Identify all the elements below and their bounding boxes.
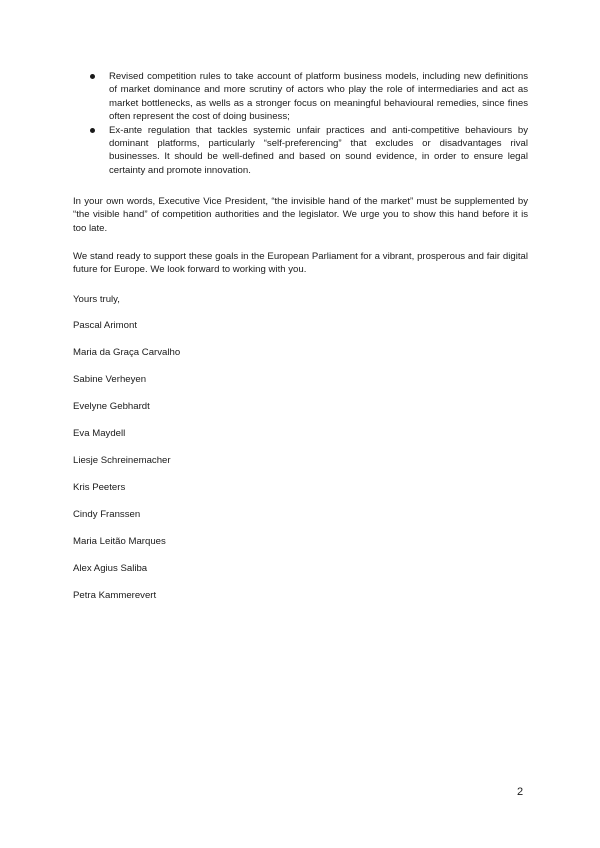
signatory-name: Liesje Schreinemacher	[73, 455, 171, 466]
closing-salutation: Yours truly,	[73, 294, 120, 305]
bullet-item	[73, 124, 528, 178]
signatory-name: Evelyne Gebhardt	[73, 401, 150, 412]
bullet-item	[73, 70, 528, 124]
page-number: 2	[517, 786, 524, 798]
signatory-name: Petra Kammerevert	[73, 590, 157, 601]
bullet-dot-icon	[90, 74, 95, 79]
signatory-name: Cindy Franssen	[73, 509, 141, 520]
signatory-name: Maria da Graça Carvalho	[73, 347, 181, 358]
paragraph-invisible-hand: In your own words, Executive Vice President, “the invisible hand of the market” must be supplemented by “the visible hand” of competition authorities and the legislator. We urge you to show this hand before it is too late.	[73, 196, 528, 234]
signatory-name: Kris Peeters	[73, 482, 126, 493]
bullet-text: Revised competition rules to take account of platform business models, including new definitions of market dominance and more scrutiny of actors who play the role of intermediaries and act as market bottlenecks, as wells as a stronger focus on meaningful behavioural remedies, since fines often represent the cost of doing business;	[109, 71, 528, 123]
signatory-name: Eva Maydell	[73, 428, 126, 439]
signatory-name: Alex Agius Saliba	[73, 563, 148, 574]
signatory-name: Pascal Arimont	[73, 320, 137, 331]
signatory-list	[73, 319, 180, 616]
bullet-text: Ex-ante regulation that tackles systemic unfair practices and anti-competitive behaviours by dominant platforms, particularly “self-preferencing” that excludes or disadvantages rival businesses. It should be well-defined and based on sound evidence, in order to ensure legal certainty and promote innovation.	[109, 124, 528, 176]
signatory-name: Sabine Verheyen	[73, 374, 147, 385]
signatory-name: Maria Leitão Marques	[73, 536, 166, 547]
bullet-list	[73, 70, 528, 177]
paragraph-support: We stand ready to support these goals in the European Parliament for a vibrant, prosperous and fair digital future for Europe. We look forward to working with you.	[73, 251, 528, 276]
bullet-dot-icon	[90, 128, 95, 133]
